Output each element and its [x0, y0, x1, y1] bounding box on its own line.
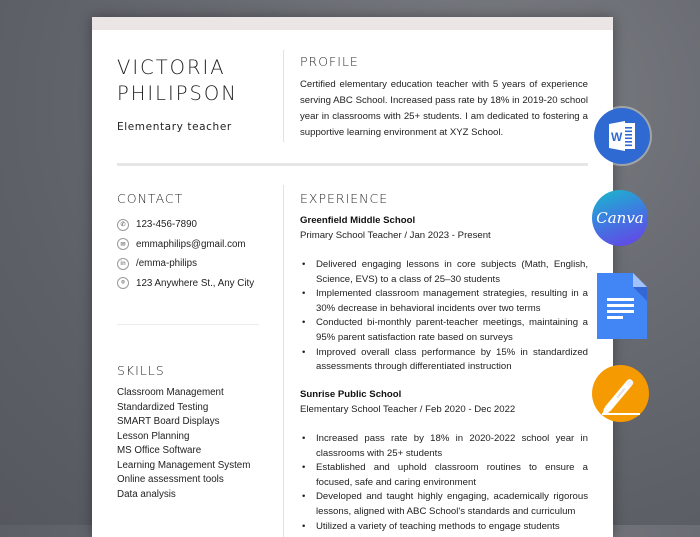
skill-item: Classroom Management [117, 387, 224, 398]
job-bullet: • Delivered engaging lessons in core subjects (Math, English, Science, EVS) to a class of 25–30 students [300, 258, 588, 287]
experience-heading: EXPERIENCE [300, 191, 389, 206]
word-document-glyph [609, 120, 636, 152]
job-bullet: • Improved overall class performance by 15% in standardized assessments through differentiated instruction [300, 346, 588, 375]
location-icon: ⌾ [117, 277, 129, 289]
skill-item: Online assessment tools [117, 474, 224, 485]
job-title: Primary School Teacher / Jan 2023 - Present [300, 230, 491, 241]
contact-email [117, 235, 254, 255]
job-bullet: • Utilized a variety of teaching methods to engage students [300, 520, 588, 535]
job-bullets [300, 258, 588, 375]
contact-list [117, 215, 254, 293]
body-vertical-divider [283, 185, 284, 537]
skill-item: SMART Board Displays [117, 416, 220, 427]
skill-item: Data analysis [117, 488, 176, 500]
resume-name [117, 55, 238, 107]
contact-address [117, 274, 254, 294]
linkedin-icon: in [117, 258, 129, 270]
skills-heading: SKILLS [117, 363, 165, 378]
email-icon: ✉ [117, 238, 129, 250]
job-bullet: • Implemented classroom management strategies, resulting in a 30% decrease in behavioral incidents over two terms [300, 287, 588, 316]
name-last: PHILIPSON [117, 82, 238, 105]
contact-skills-divider [117, 324, 259, 325]
contact-phone-text: 123-456-7890 [136, 219, 198, 231]
pen-glyph [592, 365, 649, 422]
job-bullets [300, 432, 588, 534]
contact-email-text: emmaphilips@gmail.com [136, 238, 246, 250]
skill-item: MS Office Software [117, 445, 202, 456]
job-bullet: • Established and uphold classroom routines to ensure a focused, safe and caring environment [300, 461, 588, 490]
section-divider [117, 163, 588, 166]
job-bullet: • Conducted bi-monthly parent-teacher meetings, maintaining a 95% parent satisfaction rate based on surveys [300, 316, 588, 345]
profile-heading: PROFILE [300, 54, 359, 69]
name-first: VICTORIA [117, 56, 226, 79]
profile-text: Certified elementary education teacher with 5 years of experience serving ABC School. Increased pass rate by 18% in 2019-20 school year in classrooms with 25+ students. I am dedicated to fostering a supportive learning environment at XYZ School. [300, 79, 588, 138]
contact-linkedin [117, 254, 254, 274]
job-company: Greenfield Middle School [300, 215, 416, 226]
job-title: Elementary School Teacher / Feb 2020 - Dec 2022 [300, 404, 516, 415]
header-vertical-divider [283, 50, 284, 142]
contact-address-text: 123 Anywhere St., Any City [136, 277, 255, 289]
contact-heading: CONTACT [117, 191, 184, 206]
job-bullet: • Increased pass rate by 18% in 2020-2022 school year in classrooms with 25+ students [300, 432, 588, 461]
job-company: Sunrise Public School [300, 389, 402, 400]
skills-list [117, 386, 250, 502]
resume-role: Elementary teacher [117, 121, 232, 133]
contact-phone [117, 215, 254, 235]
job-bullet: • Developed and taught highly engaging, academically rigorous lessons, aligned with ABC School's standards and curriculum [300, 490, 588, 519]
svg-text:W: W [611, 130, 623, 144]
page-top-strip [92, 17, 613, 30]
skill-item: Learning Management System [117, 459, 251, 471]
google-docs-icon [597, 273, 647, 339]
phone-icon: ✆ [117, 219, 129, 231]
apple-pages-icon [592, 365, 649, 422]
canva-icon [592, 190, 648, 246]
skill-item: Lesson Planning [117, 430, 190, 442]
resume-page [92, 17, 613, 537]
microsoft-word-icon [594, 108, 650, 164]
contact-linkedin-text: /emma-philips [136, 258, 197, 270]
skill-item: Standardized Testing [117, 401, 209, 413]
canva-wordmark: Canva [596, 209, 644, 227]
